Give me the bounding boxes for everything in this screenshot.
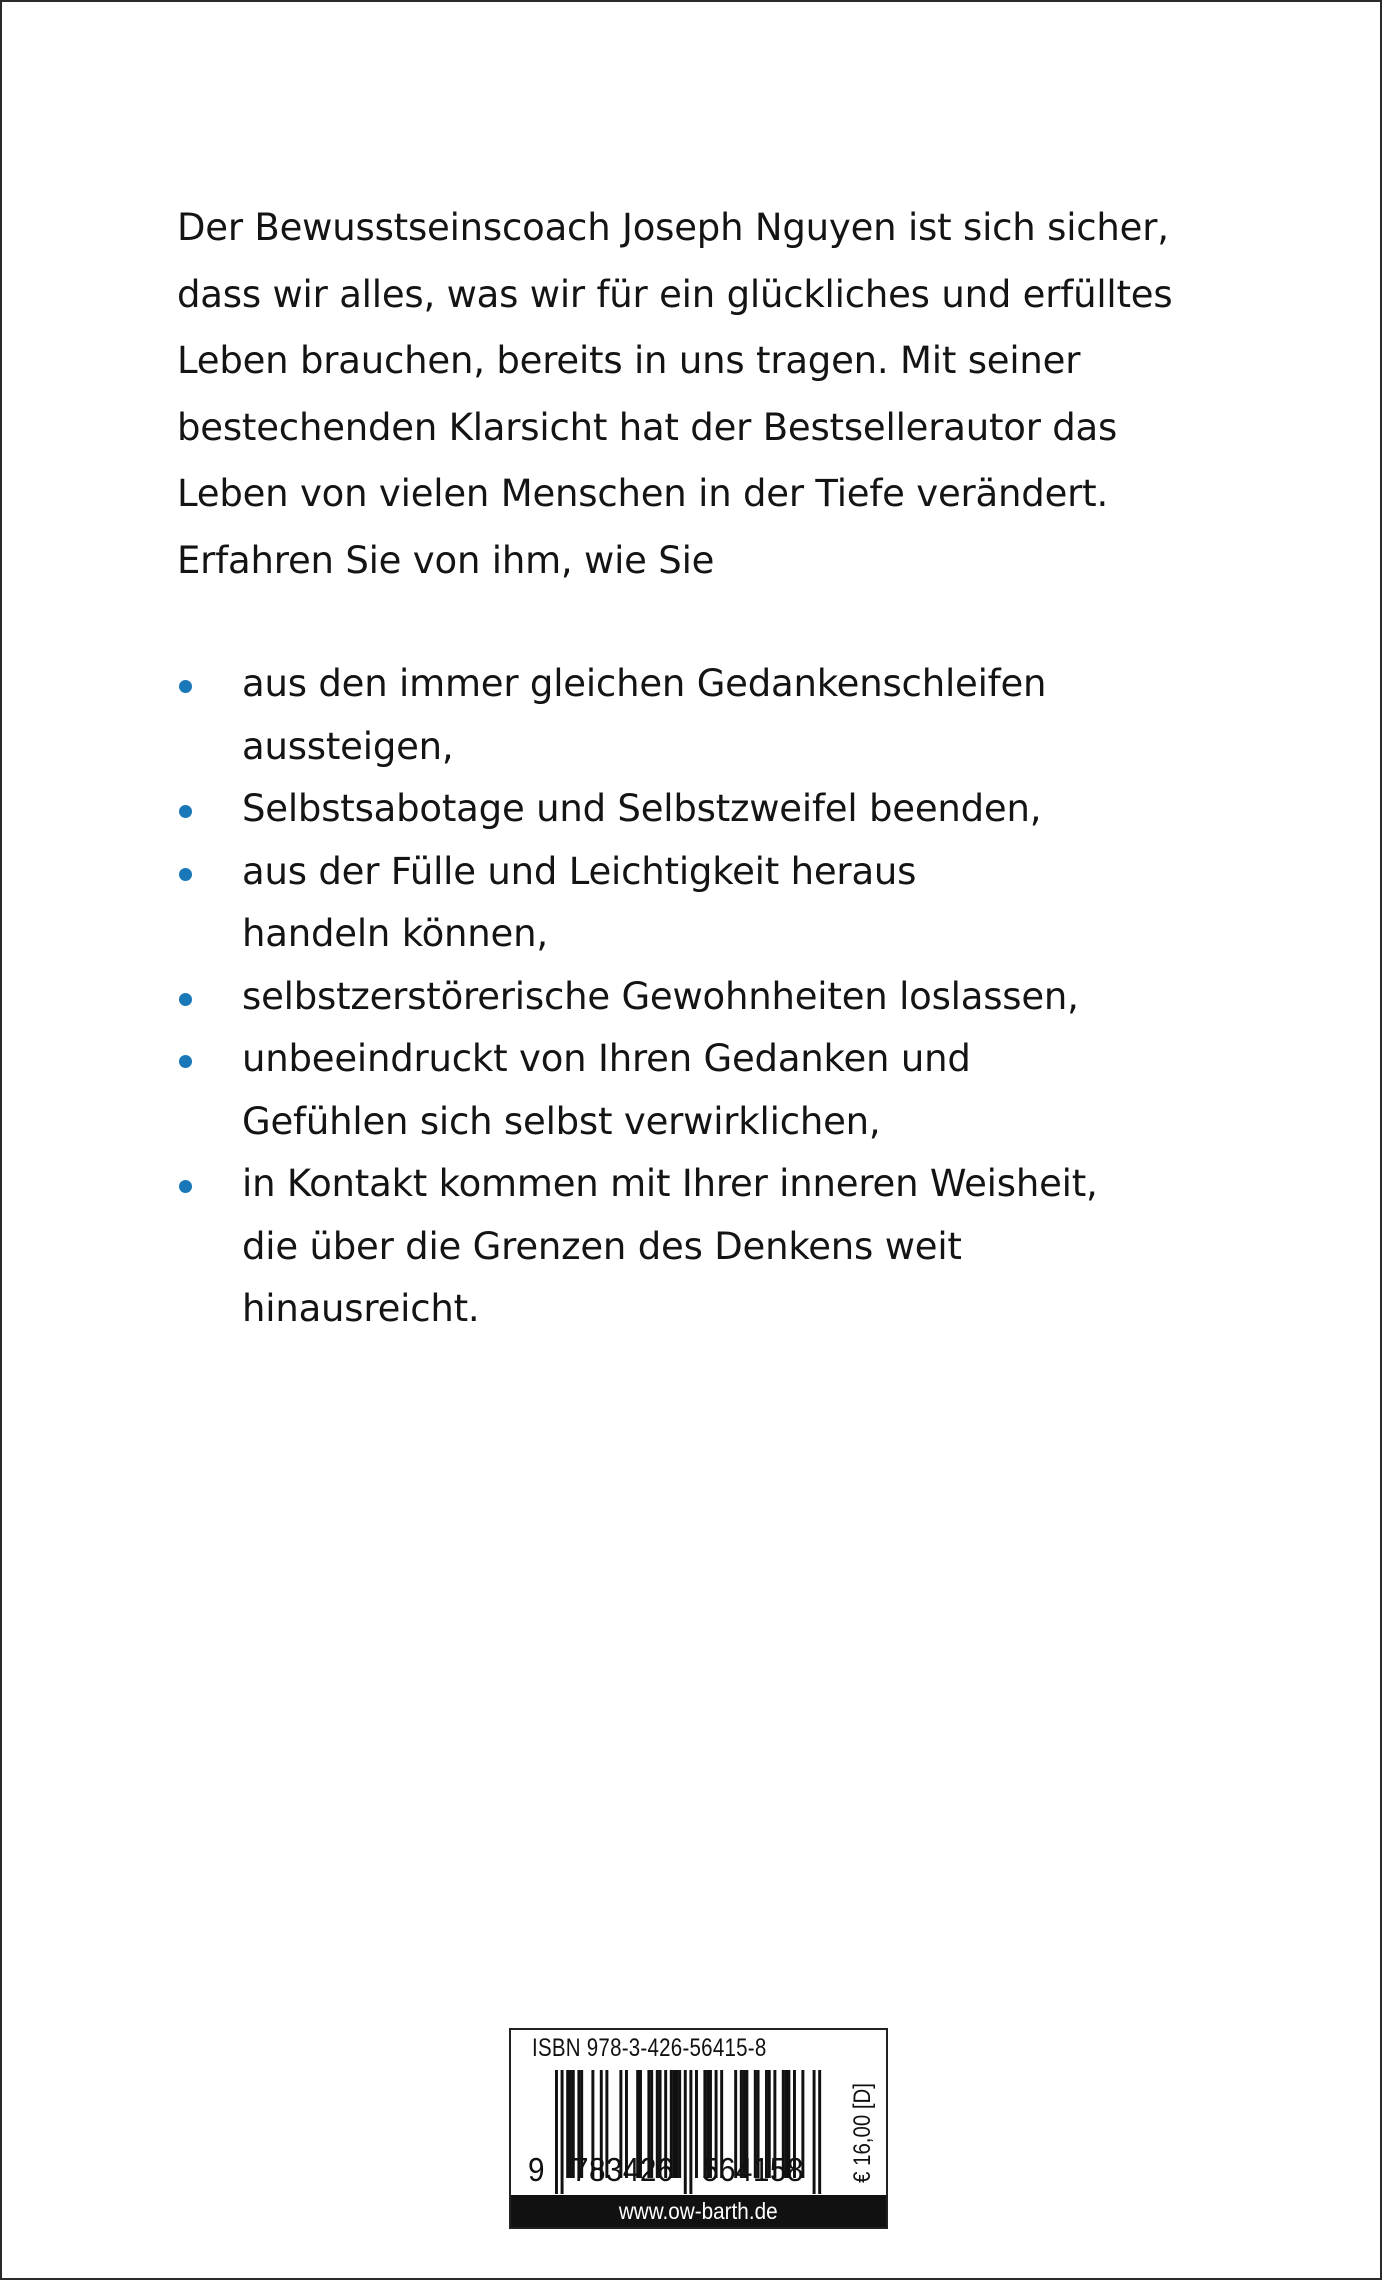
list-item-line: selbstzerstörerische Gewohnheiten loslassen, [242, 974, 1079, 1018]
list-item-line: handeln können, [242, 912, 548, 955]
list-item [177, 841, 1277, 966]
blurb-line: Der Bewusstseinscoach Joseph Nguyen ist sich sicher, [177, 206, 1169, 249]
list-item-line: Selbstsabotage und Selbstzweifel beenden, [242, 787, 1042, 830]
price-text: € 16,00 [D] [849, 2083, 876, 2183]
barcode-digit-first: 9 [528, 2151, 545, 2188]
blurb-line: bestechenden Klarsicht hat der Bestsellerautor das [177, 405, 1118, 449]
bullet-dot-icon [179, 868, 192, 881]
bullet-dot-icon [179, 993, 192, 1006]
list-item [177, 1153, 1277, 1341]
list-item-line: in Kontakt kommen mit Ihrer inneren Weisheit, [242, 1162, 1098, 1205]
bullet-dot-icon [179, 680, 192, 693]
list-item [177, 653, 1277, 778]
price-label [848, 2068, 878, 2198]
list-item-line: Gefühlen sich selbst verwirklichen, [242, 1099, 881, 1143]
bullet-dot-icon [179, 1055, 192, 1068]
blurb-line: Erfahren Sie von ihm, wie Sie [177, 538, 715, 582]
bullet-dot-icon [179, 805, 192, 818]
list-item-line: unbeeindruckt von Ihren Gedanken und [242, 1037, 971, 1080]
list-item [177, 778, 1277, 841]
list-item-line: aus der Fülle und Leichtigkeit heraus [242, 849, 917, 893]
blurb-line: Leben von vielen Menschen in der Tiefe verändert. [177, 472, 1109, 516]
barcode-digits-left: 783426 [572, 2151, 674, 2188]
bullet-dot-icon [179, 1180, 192, 1193]
list-item-line: hinausreicht. [242, 1287, 480, 1330]
list-item [177, 966, 1277, 1029]
benefits-list [177, 653, 1277, 1341]
list-item [177, 1028, 1277, 1153]
blurb-line: dass wir alles, was wir für ein glückliches und erfülltes [177, 272, 1173, 316]
publisher-website-band [511, 2195, 886, 2227]
blurb-paragraph [177, 195, 1237, 595]
isbn-number: ISBN 978-3-426-56415-8 [532, 2034, 767, 2062]
isbn-barcode-label [509, 2028, 888, 2229]
list-item-line: aus den immer gleichen Gedankenschleifen [242, 662, 1047, 705]
list-item-line: aussteigen, [242, 724, 454, 768]
blurb-line: Leben brauchen, bereits in uns tragen. Mit seiner [177, 339, 1081, 383]
publisher-website: www.ow-barth.de [619, 2198, 778, 2224]
barcode-digits-right: 564158 [702, 2151, 804, 2188]
list-item-line: die über die Grenzen des Denkens weit [242, 1224, 962, 1268]
